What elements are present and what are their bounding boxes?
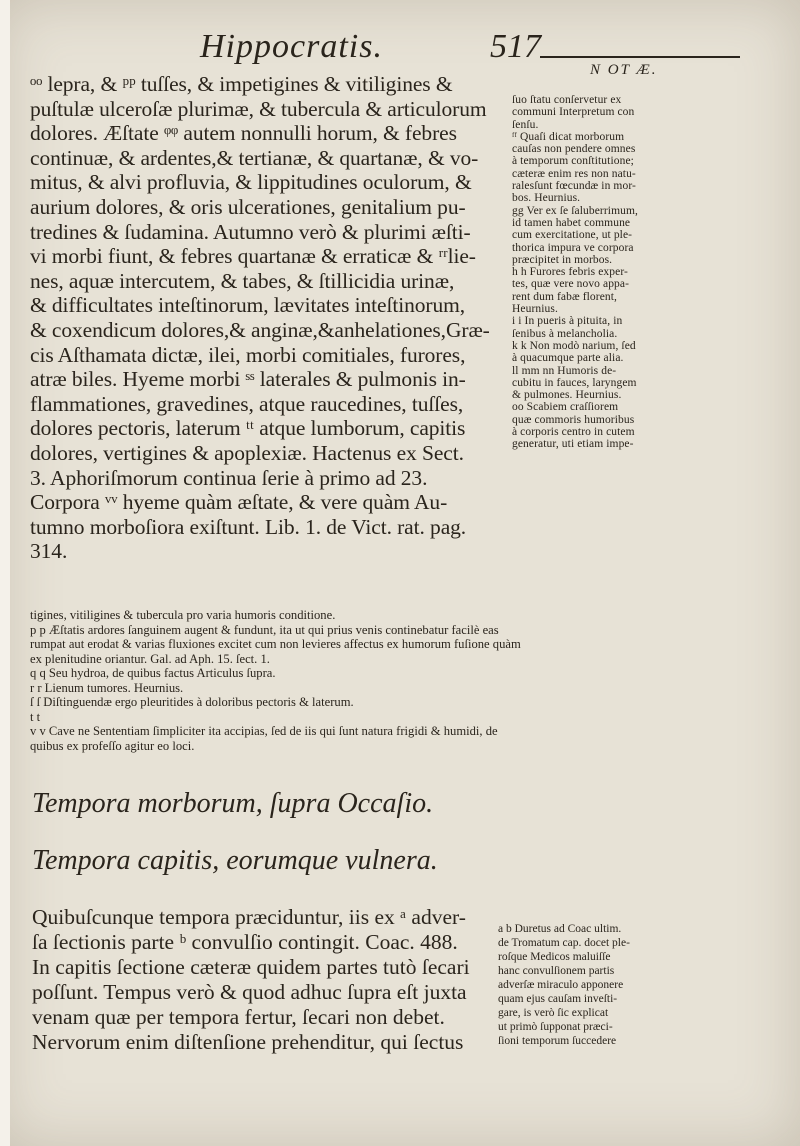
notes-heading: N OT Æ.: [590, 62, 658, 78]
side-note-line: ut primò ſupponat præci-: [498, 1021, 613, 1033]
main-text-line: ſa ſectionis parte ᵇ convulſio contingit. Coac. 488.: [32, 930, 458, 954]
footnote-line: t t: [30, 709, 41, 724]
main-text-line: nes, aquæ intercutem, & tabes, & ſtillicidia urinæ,: [30, 268, 455, 293]
main-text-line: & coxendicum dolores,& anginæ,&anhelationes,Græ-: [30, 317, 490, 342]
main-text-line: dolores, vertigines & apoplexiæ. Hactenus ex Sect.: [30, 440, 464, 465]
side-note-line: præcipitet in morbos.: [512, 253, 613, 266]
side-note-line: ᶠᶠ Quaſi dicat morborum: [512, 130, 625, 143]
footnote-line: p p Æſtatis ardores ſanguinem augent & fundunt, ita ut qui prius venis continebatur facilè eas: [30, 622, 499, 637]
side-note-line: a b Duretus ad Coac ultim.: [498, 923, 622, 935]
side-note-line: ll mm nn Humoris de-: [512, 364, 617, 377]
side-note-line: oo Scabiem craſſiorem: [512, 401, 619, 414]
side-note-line: cubitu in fauces, laryngem: [512, 376, 637, 389]
side-note-line: à corporis centro in cutem: [512, 426, 635, 439]
page-number: 517: [490, 28, 541, 65]
main-text-line: continuæ, & ardentes,& tertianæ, & quartanæ, & vo-: [30, 145, 479, 170]
main-text-line: flammationes, gravedines, atque raucedines, tuſſes,: [30, 391, 464, 416]
running-title: Hippocratis.: [200, 28, 383, 65]
main-text-line: puſtulæ ulceroſæ plurimæ, & tubercula & articulorum: [30, 96, 487, 121]
side-note-line: roſque Medicos maluiſſe: [498, 951, 611, 963]
main-text-line: vi morbi fiunt, & febres quartanæ & erraticæ & ʳʳlie-: [30, 244, 476, 269]
second-side-notes-column: [498, 922, 738, 1048]
side-note-line: ſenſu.: [512, 118, 539, 131]
side-note-line: quæ commoris humoribus: [512, 413, 635, 426]
main-text-line: tredines & ſudamina. Autumno verò & plurimi æſti-: [30, 219, 471, 244]
side-note-line: hanc convulſionem partis: [498, 965, 615, 977]
section-heading-tempora-morborum: Tempora morborum, ſupra Occaſio.: [32, 788, 434, 819]
side-note-line: k k Non modò narium, ſed: [512, 339, 636, 352]
side-note-line: quam ejus cauſam inveſti-: [498, 993, 618, 1005]
footnote-line: quibus ex profeſſo agitur eo loci.: [30, 738, 195, 753]
main-text-line: & difficultates inteſtinorum, lævitates inteſtinorum,: [30, 293, 465, 318]
side-note-line: i i In pueris à pituita, in: [512, 315, 623, 328]
side-note-line: bos. Heurnius.: [512, 192, 581, 205]
footnote-line: ex plenitudine oriantur. Gal. ad Aph. 15. ſect. 1.: [30, 651, 270, 666]
side-note-line: ſenibus à melancholia.: [512, 327, 618, 340]
footnotes-block: [30, 608, 730, 753]
side-note-line: cum exercitatione, ut ple-: [512, 229, 633, 242]
side-note-line: Heurnius.: [512, 303, 558, 316]
side-note-line: à temporum conſtitutione;: [512, 155, 634, 168]
side-note-line: communi Interpretum con: [512, 106, 635, 119]
main-text-line: ᵒᵒ lepra, & ᵖᵖ tuſſes, & impetigines & vitiligines &: [30, 72, 453, 96]
side-note-line: h h Furores febris exper-: [512, 266, 628, 279]
side-note-line: thorica impura ve corpora: [512, 241, 634, 254]
second-main-text-column: [32, 905, 502, 1055]
side-note-line: tes, quæ vere novo appa-: [512, 278, 630, 291]
footnote-line: q q Seu hydroa, de quibus factus Articulus ſupra.: [30, 666, 276, 680]
side-note-line: gg Ver ex ſe ſaluberrimum,: [512, 204, 638, 217]
side-note-line: cauſas non pendere omnes: [512, 143, 636, 156]
main-text-line: mitus, & alvi profluvia, & lippitudines oculorum, &: [30, 170, 472, 195]
side-note-line: generatur, uti etiam impe-: [512, 438, 634, 451]
main-text-line: atræ biles. Hyeme morbi ˢˢ laterales & pulmonis in-: [30, 367, 466, 392]
main-text-line: Corpora ᵛᵛ hyeme quàm æſtate, & vere quàm Au-: [30, 490, 448, 515]
side-notes-column: [512, 94, 742, 451]
footnote-line: v v Cave ne Sententiam ſimpliciter ita accipias, ſed de iis qui ſunt natura frigidi & humidi, de: [30, 724, 498, 738]
header-rule: [540, 56, 740, 58]
side-note-line: de Tromatum cap. docet ple-: [498, 937, 630, 949]
main-text-line: cis Aſthamata dictæ, ilei, morbi comitiales, furores,: [30, 342, 466, 367]
side-note-line: cæteræ enim res non natu-: [512, 167, 636, 180]
main-text-line: 314.: [30, 539, 68, 564]
side-note-line: ſuo ſtatu conſervetur ex: [512, 94, 622, 106]
main-text-line: 3. Aphoriſmorum continua ſerie à primo ad 23.: [30, 465, 428, 490]
main-text-line: poſſunt. Tempus verò & quod adhuc ſupra eſt juxta: [32, 980, 467, 1004]
main-text-line: venam quæ per tempora fertur, ſecari non debet.: [32, 1005, 445, 1029]
side-note-line: id tamen habet commune: [512, 216, 631, 229]
side-note-line: rent dum fabæ florent,: [512, 290, 618, 303]
side-note-line: ſioni temporum ſuccedere: [498, 1035, 617, 1047]
section-heading-tempora-capitis: Tempora capitis, eorumque vulnera.: [32, 845, 438, 876]
side-note-line: adverſæ miraculo apponere: [498, 979, 624, 991]
footnote-line: tigines, vitiligines & tubercula pro varia humoris conditione.: [30, 608, 336, 622]
main-text-line: dolores pectoris, laterum ᵗᵗ atque lumborum, capitis: [30, 416, 466, 441]
side-note-line: gare, is verò ſic explicat: [498, 1007, 609, 1019]
side-note-line: à quacumque parte alia.: [512, 352, 624, 365]
main-text-line: In capitis ſectione cæteræ quidem partes tutò ſecari: [32, 955, 470, 979]
main-text-line: Nervorum enim diſtenſione prehenditur, qui ſectus: [32, 1030, 464, 1054]
main-text-column: [30, 72, 508, 564]
main-text-line: Quibuſcunque tempora præciduntur, iis ex ᵃ adver-: [32, 905, 466, 929]
footnote-line: r r Lienum tumores. Heurnius.: [30, 680, 184, 695]
footnote-line: ſ ſ Diſtinguendæ ergo pleuritides à doloribus pectoris & laterum.: [30, 695, 354, 709]
main-text-line: aurium dolores, & oris ulcerationes, genitalium pu-: [30, 194, 466, 219]
side-note-line: & pulmones. Heurnius.: [512, 389, 622, 402]
side-note-line: ralesſunt fœcundæ in mor-: [512, 180, 636, 193]
main-text-line: tumno morboſiora exiſtunt. Lib. 1. de Vict. rat. pag.: [30, 514, 467, 539]
footnote-line: rumpat aut erodat & varias fluxiones excitet cum non levieres affectus ex humorum fuſione quàm: [30, 637, 521, 651]
main-text-line: dolores. Æſtate ᵠᵠ autem nonnulli horum, & febres: [30, 121, 457, 146]
page-gutter-edge: [0, 0, 10, 1146]
